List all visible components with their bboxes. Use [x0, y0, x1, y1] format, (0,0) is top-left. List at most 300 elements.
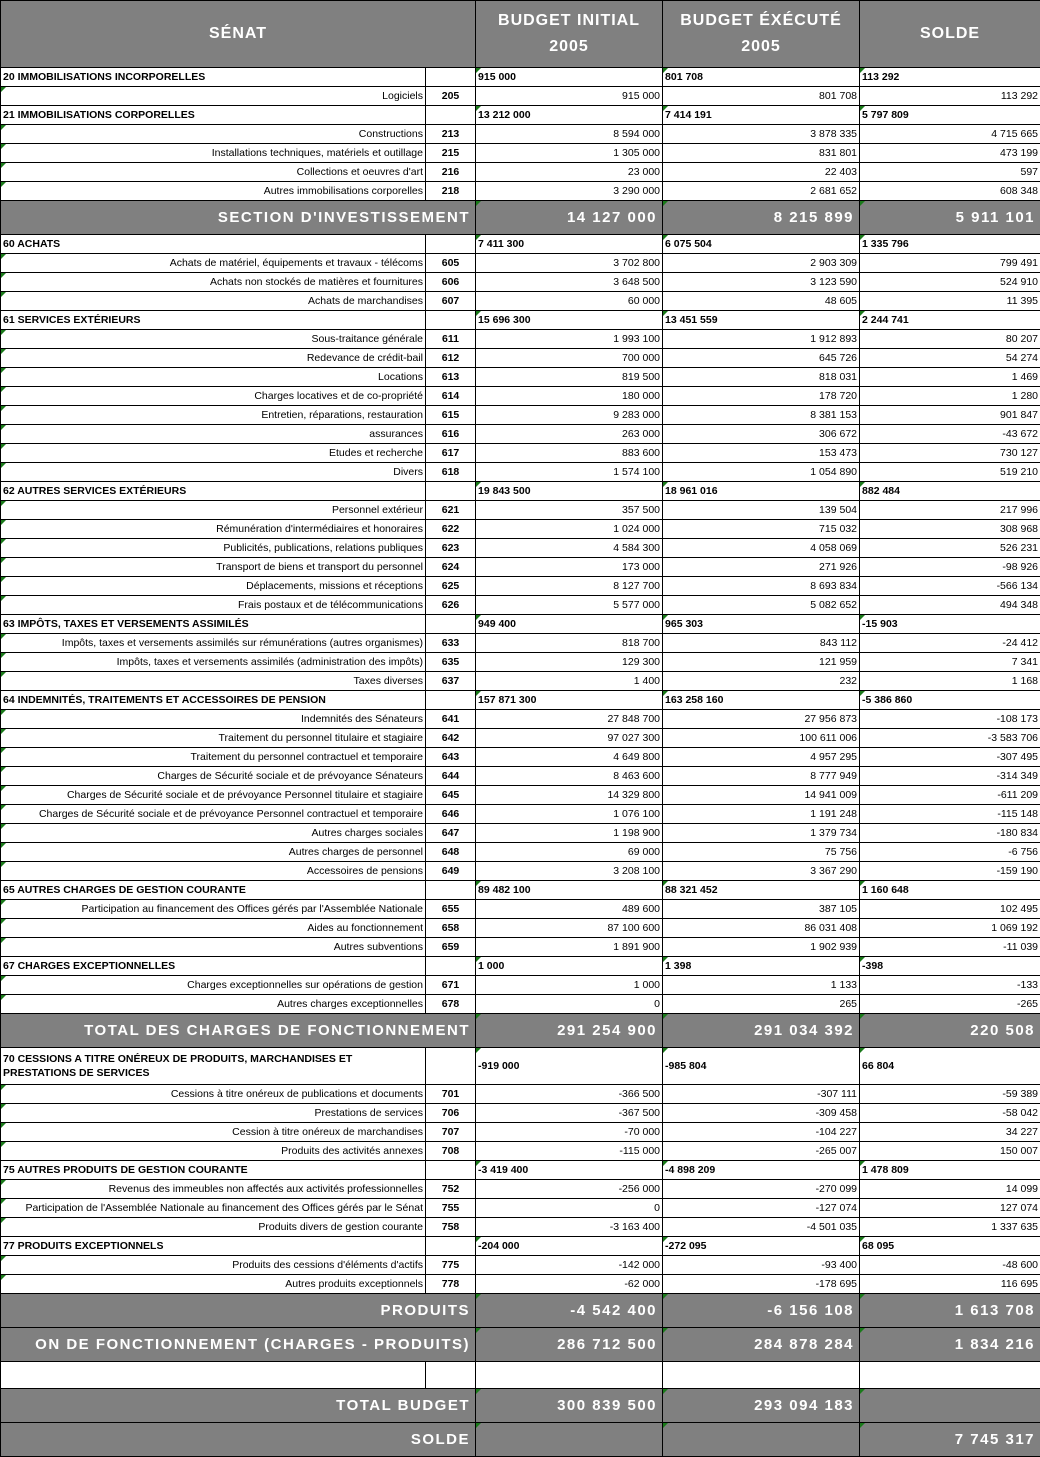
- row-label: Traitement du personnel titulaire et stagiaire: [1, 729, 426, 748]
- budget-executed-value: 153 473: [663, 444, 860, 463]
- balance-value: 494 348: [860, 596, 1040, 615]
- account-code: 613: [426, 368, 476, 387]
- budget-initial-value: 3 702 800: [476, 254, 663, 273]
- balance-value: 34 227: [860, 1123, 1040, 1142]
- budget-initial-value: 8 594 000: [476, 125, 663, 144]
- table-row: [1, 805, 1040, 824]
- table-row: [1, 1218, 1040, 1237]
- category-row: [1, 1161, 1040, 1180]
- balance-value: -43 672: [860, 425, 1040, 444]
- category-row: [1, 1237, 1040, 1256]
- table-row: [1, 292, 1040, 311]
- budget-executed-value: 100 611 006: [663, 729, 860, 748]
- table-row: [1, 634, 1040, 653]
- budget-initial-value: 9 283 000: [476, 406, 663, 425]
- row-label: Autres charges de personnel: [1, 843, 426, 862]
- row-label: Locations: [1, 368, 426, 387]
- budget-executed-value: -307 111: [663, 1085, 860, 1104]
- balance-value: 1 280: [860, 387, 1040, 406]
- budget-executed-value: 818 031: [663, 368, 860, 387]
- table-row: [1, 87, 1040, 106]
- row-label: Charges de Sécurité sociale et de prévoyance Personnel titulaire et stagiaire: [1, 786, 426, 805]
- budget-initial-value: -367 500: [476, 1104, 663, 1123]
- total-row: [1, 1014, 1040, 1048]
- account-code: 218: [426, 182, 476, 201]
- header-balance: SOLDE: [860, 1, 1040, 68]
- category-label: 62 AUTRES SERVICES EXTÉRIEURS: [1, 482, 426, 501]
- total-label: TOTAL BUDGET: [1, 1389, 476, 1423]
- budget-initial-value: 1 000: [476, 957, 663, 976]
- account-code: 621: [426, 501, 476, 520]
- budget-initial-value: -204 000: [476, 1237, 663, 1256]
- balance-value: 14 099: [860, 1180, 1040, 1199]
- balance-value: 127 074: [860, 1199, 1040, 1218]
- balance-value: -48 600: [860, 1256, 1040, 1275]
- total-label: SECTION D'INVESTISSEMENT: [1, 201, 476, 235]
- budget-initial-value: 291 254 900: [476, 1014, 663, 1048]
- budget-initial-value: 4 649 800: [476, 748, 663, 767]
- budget-executed-value: 265: [663, 995, 860, 1014]
- budget-executed-value: 4 957 295: [663, 748, 860, 767]
- balance-value: -314 349: [860, 767, 1040, 786]
- account-code: 643: [426, 748, 476, 767]
- account-code: 645: [426, 786, 476, 805]
- table-row: [1, 843, 1040, 862]
- table-row: [1, 144, 1040, 163]
- balance-value: 113 292: [860, 68, 1040, 87]
- budget-initial-value: 3 648 500: [476, 273, 663, 292]
- table-row: [1, 729, 1040, 748]
- row-label: Impôts, taxes et versements assimilés sur rémunérations (autres organismes): [1, 634, 426, 653]
- total-row: [1, 1389, 1040, 1423]
- budget-executed-value: -4 501 035: [663, 1218, 860, 1237]
- budget-executed-value: 1 133: [663, 976, 860, 995]
- account-code: 707: [426, 1123, 476, 1142]
- balance-value: -265: [860, 995, 1040, 1014]
- row-label: Autres charges sociales: [1, 824, 426, 843]
- table-row: [1, 577, 1040, 596]
- row-label: Autres immobilisations corporelles: [1, 182, 426, 201]
- table-row: [1, 653, 1040, 672]
- budget-executed-value: 14 941 009: [663, 786, 860, 805]
- budget-executed-value: 8 693 834: [663, 577, 860, 596]
- row-label: Charges locatives et de co-propriété: [1, 387, 426, 406]
- budget-executed-value: 8 777 949: [663, 767, 860, 786]
- budget-initial-value: 97 027 300: [476, 729, 663, 748]
- balance-value: 1 069 192: [860, 919, 1040, 938]
- budget-initial-value: 14 329 800: [476, 786, 663, 805]
- budget-executed-value: 1 912 893: [663, 330, 860, 349]
- budget-executed-value: 3 123 590: [663, 273, 860, 292]
- budget-initial-value: 1 305 000: [476, 144, 663, 163]
- balance-value: 1 335 796: [860, 235, 1040, 254]
- account-code: 655: [426, 900, 476, 919]
- balance-value: 1 834 216: [860, 1328, 1040, 1362]
- budget-initial-value: [476, 1362, 663, 1389]
- table-row: [1, 349, 1040, 368]
- table-row: [1, 1275, 1040, 1294]
- table-row: [1, 425, 1040, 444]
- row-label: Achats de matériel, équipements et travaux - télécoms: [1, 254, 426, 273]
- row-label: Redevance de crédit-bail: [1, 349, 426, 368]
- budget-executed-value: 86 031 408: [663, 919, 860, 938]
- balance-value: 1 613 708: [860, 1294, 1040, 1328]
- budget-initial-value: 157 871 300: [476, 691, 663, 710]
- budget-executed-value: 645 726: [663, 349, 860, 368]
- account-code: 605: [426, 254, 476, 273]
- account-code: 755: [426, 1199, 476, 1218]
- account-code: 623: [426, 539, 476, 558]
- budget-initial-value: 87 100 600: [476, 919, 663, 938]
- table-row: [1, 596, 1040, 615]
- balance-value: 113 292: [860, 87, 1040, 106]
- table-row: [1, 520, 1040, 539]
- balance-value: 608 348: [860, 182, 1040, 201]
- balance-value: -566 134: [860, 577, 1040, 596]
- category-row: [1, 235, 1040, 254]
- budget-initial-value: 1 198 900: [476, 824, 663, 843]
- budget-initial-value: 1 993 100: [476, 330, 663, 349]
- table-row: [1, 824, 1040, 843]
- budget-initial-value: 8 463 600: [476, 767, 663, 786]
- category-label: 70 CESSIONS A TITRE ONÉREUX DE PRODUITS, MARCHANDISES ET PRESTATIONS DE SERVICES: [1, 1048, 426, 1085]
- category-label: 21 IMMOBILISATIONS CORPORELLES: [1, 106, 426, 125]
- table-row: [1, 387, 1040, 406]
- budget-executed-value: 163 258 160: [663, 691, 860, 710]
- table-row: [1, 1104, 1040, 1123]
- budget-initial-value: -4 542 400: [476, 1294, 663, 1328]
- balance-value: -58 042: [860, 1104, 1040, 1123]
- budget-executed-value: [663, 1362, 860, 1389]
- budget-executed-value: 387 105: [663, 900, 860, 919]
- table-row: [1, 995, 1040, 1014]
- budget-initial-value: -3 419 400: [476, 1161, 663, 1180]
- budget-initial-value: 3 208 100: [476, 862, 663, 881]
- budget-executed-value: 306 672: [663, 425, 860, 444]
- row-label: Aides au fonctionnement: [1, 919, 426, 938]
- balance-value: 1 469: [860, 368, 1040, 387]
- account-code: [426, 68, 476, 87]
- row-label: Prestations de services: [1, 1104, 426, 1123]
- budget-executed-value: -6 156 108: [663, 1294, 860, 1328]
- budget-initial-value: 286 712 500: [476, 1328, 663, 1362]
- category-row: [1, 957, 1040, 976]
- account-code: 678: [426, 995, 476, 1014]
- budget-initial-value: [476, 1423, 663, 1457]
- budget-executed-value: 293 094 183: [663, 1389, 860, 1423]
- table-row: [1, 539, 1040, 558]
- account-code: [426, 957, 476, 976]
- budget-executed-value: -985 804: [663, 1048, 860, 1085]
- balance-value: 1 337 635: [860, 1218, 1040, 1237]
- budget-initial-value: 1 024 000: [476, 520, 663, 539]
- budget-initial-value: 0: [476, 995, 663, 1014]
- table-row: [1, 1123, 1040, 1142]
- category-label: 77 PRODUITS EXCEPTIONNELS: [1, 1237, 426, 1256]
- balance-value: 799 491: [860, 254, 1040, 273]
- total-label: TOTAL DES CHARGES DE FONCTIONNEMENT: [1, 1014, 476, 1048]
- table-row: [1, 1180, 1040, 1199]
- budget-executed-value: 1 191 248: [663, 805, 860, 824]
- account-code: 622: [426, 520, 476, 539]
- account-code: 647: [426, 824, 476, 843]
- header-budget-initial: BUDGET INITIAL 2005: [476, 1, 663, 68]
- account-code: 701: [426, 1085, 476, 1104]
- category-label: 63 IMPÔTS, TAXES ET VERSEMENTS ASSIMILÉS: [1, 615, 426, 634]
- account-code: 633: [426, 634, 476, 653]
- category-label: 60 ACHATS: [1, 235, 426, 254]
- account-code: [426, 1161, 476, 1180]
- total-label: ON DE FONCTIONNEMENT (CHARGES - PRODUITS): [1, 1328, 476, 1362]
- table-row: [1, 1256, 1040, 1275]
- budget-initial-value: 60 000: [476, 292, 663, 311]
- account-code: 215: [426, 144, 476, 163]
- balance-value: 730 127: [860, 444, 1040, 463]
- budget-initial-value: -366 500: [476, 1085, 663, 1104]
- balance-value: -133: [860, 976, 1040, 995]
- budget-executed-value: -270 099: [663, 1180, 860, 1199]
- account-code: 778: [426, 1275, 476, 1294]
- table-row: [1, 1085, 1040, 1104]
- budget-executed-value: -272 095: [663, 1237, 860, 1256]
- row-label: Transport de biens et transport du personnel: [1, 558, 426, 577]
- empty-cell: [426, 1362, 476, 1389]
- total-row: [1, 201, 1040, 235]
- budget-executed-value: 831 801: [663, 144, 860, 163]
- account-code: 637: [426, 672, 476, 691]
- header-row: [1, 1, 1040, 68]
- balance-value: -159 190: [860, 862, 1040, 881]
- budget-initial-value: 27 848 700: [476, 710, 663, 729]
- balance-value: 150 007: [860, 1142, 1040, 1161]
- account-code: [426, 615, 476, 634]
- row-label: Personnel extérieur: [1, 501, 426, 520]
- balance-value: 4 715 665: [860, 125, 1040, 144]
- balance-value: 11 395: [860, 292, 1040, 311]
- row-label: Logiciels: [1, 87, 426, 106]
- budget-initial-value: 915 000: [476, 68, 663, 87]
- account-code: 614: [426, 387, 476, 406]
- header-budget-executed: BUDGET ÉXÉCUTÉ 2005: [663, 1, 860, 68]
- balance-value: 66 804: [860, 1048, 1040, 1085]
- budget-initial-value: 7 411 300: [476, 235, 663, 254]
- balance-value: -15 903: [860, 615, 1040, 634]
- budget-initial-value: 69 000: [476, 843, 663, 862]
- budget-initial-value: -115 000: [476, 1142, 663, 1161]
- total-row: [1, 1294, 1040, 1328]
- budget-executed-value: 1 902 939: [663, 938, 860, 957]
- budget-executed-value: 121 959: [663, 653, 860, 672]
- budget-executed-value: -93 400: [663, 1256, 860, 1275]
- budget-initial-value: 883 600: [476, 444, 663, 463]
- empty-cell: [1, 1362, 426, 1389]
- category-label: 64 INDEMNITÉS, TRAITEMENTS ET ACCESSOIRES DE PENSION: [1, 691, 426, 710]
- budget-executed-value: -178 695: [663, 1275, 860, 1294]
- budget-initial-value: 949 400: [476, 615, 663, 634]
- budget-initial-value: -62 000: [476, 1275, 663, 1294]
- account-code: 606: [426, 273, 476, 292]
- row-label: Charges de Sécurité sociale et de prévoyance Personnel contractuel et temporaire: [1, 805, 426, 824]
- budget-executed-value: 18 961 016: [663, 482, 860, 501]
- account-code: 644: [426, 767, 476, 786]
- account-code: 635: [426, 653, 476, 672]
- account-code: 213: [426, 125, 476, 144]
- row-label: Traitement du personnel contractuel et temporaire: [1, 748, 426, 767]
- table-row: [1, 406, 1040, 425]
- balance-value: 220 508: [860, 1014, 1040, 1048]
- table-row: [1, 862, 1040, 881]
- budget-initial-value: -256 000: [476, 1180, 663, 1199]
- budget-executed-value: -104 227: [663, 1123, 860, 1142]
- balance-value: -6 756: [860, 843, 1040, 862]
- balance-value: -98 926: [860, 558, 1040, 577]
- account-code: 615: [426, 406, 476, 425]
- balance-value: 7 341: [860, 653, 1040, 672]
- row-label: Cession à titre onéreux de marchandises: [1, 1123, 426, 1142]
- account-code: [426, 106, 476, 125]
- budget-executed-value: 1 398: [663, 957, 860, 976]
- budget-initial-value: 173 000: [476, 558, 663, 577]
- balance-value: 526 231: [860, 539, 1040, 558]
- row-label: Installations techniques, matériels et outillage: [1, 144, 426, 163]
- table-row: [1, 1199, 1040, 1218]
- balance-value: -108 173: [860, 710, 1040, 729]
- account-code: 617: [426, 444, 476, 463]
- account-code: 775: [426, 1256, 476, 1275]
- category-row: [1, 68, 1040, 87]
- balance-value: -59 389: [860, 1085, 1040, 1104]
- balance-value: 80 207: [860, 330, 1040, 349]
- table-row: [1, 368, 1040, 387]
- account-code: 641: [426, 710, 476, 729]
- budget-executed-value: 13 451 559: [663, 311, 860, 330]
- row-label: Produits divers de gestion courante: [1, 1218, 426, 1237]
- budget-executed-value: 4 058 069: [663, 539, 860, 558]
- row-label: Divers: [1, 463, 426, 482]
- table-row: [1, 273, 1040, 292]
- row-label: Charges exceptionnelles sur opérations de gestion: [1, 976, 426, 995]
- account-code: 625: [426, 577, 476, 596]
- balance-value: [860, 1362, 1040, 1389]
- row-label: Autres produits exceptionnels: [1, 1275, 426, 1294]
- budget-initial-value: 23 000: [476, 163, 663, 182]
- budget-executed-value: 2 681 652: [663, 182, 860, 201]
- balance-value: -307 495: [860, 748, 1040, 767]
- budget-initial-value: 818 700: [476, 634, 663, 653]
- balance-value: 7 745 317: [860, 1423, 1040, 1457]
- account-code: 659: [426, 938, 476, 957]
- account-code: 658: [426, 919, 476, 938]
- budget-executed-value: 3 367 290: [663, 862, 860, 881]
- category-label: 20 IMMOBILISATIONS INCORPORELLES: [1, 68, 426, 87]
- account-code: 626: [426, 596, 476, 615]
- row-label: Constructions: [1, 125, 426, 144]
- budget-executed-value: [663, 1423, 860, 1457]
- account-code: [426, 235, 476, 254]
- budget-initial-value: 1 400: [476, 672, 663, 691]
- table-row: [1, 254, 1040, 273]
- budget-executed-value: 27 956 873: [663, 710, 860, 729]
- balance-value: 473 199: [860, 144, 1040, 163]
- balance-value: -5 386 860: [860, 691, 1040, 710]
- budget-executed-value: 1 054 890: [663, 463, 860, 482]
- budget-initial-value: -70 000: [476, 1123, 663, 1142]
- row-label: Cessions à titre onéreux de publications et documents: [1, 1085, 426, 1104]
- budget-initial-value: -919 000: [476, 1048, 663, 1085]
- row-label: Frais postaux et de télécommunications: [1, 596, 426, 615]
- budget-initial-value: 13 212 000: [476, 106, 663, 125]
- budget-executed-value: 8 215 899: [663, 201, 860, 235]
- balance-value: -398: [860, 957, 1040, 976]
- balance-value: 2 244 741: [860, 311, 1040, 330]
- balance-value: -115 148: [860, 805, 1040, 824]
- budget-initial-value: 489 600: [476, 900, 663, 919]
- account-code: 205: [426, 87, 476, 106]
- account-code: [426, 482, 476, 501]
- total-label: SOLDE: [1, 1423, 476, 1457]
- table-row: [1, 1142, 1040, 1161]
- budget-initial-value: 1 891 900: [476, 938, 663, 957]
- budget-initial-value: 819 500: [476, 368, 663, 387]
- balance-value: -611 209: [860, 786, 1040, 805]
- budget-executed-value: 7 414 191: [663, 106, 860, 125]
- budget-initial-value: 0: [476, 1199, 663, 1218]
- category-label: 61 SERVICES EXTÉRIEURS: [1, 311, 426, 330]
- row-label: assurances: [1, 425, 426, 444]
- row-label: Participation de l'Assemblée Nationale au financement des Offices gérés par le Sénat: [1, 1199, 426, 1218]
- balance-value: 1 478 809: [860, 1161, 1040, 1180]
- category-row: [1, 106, 1040, 125]
- account-code: 612: [426, 349, 476, 368]
- table-row: [1, 163, 1040, 182]
- account-code: 642: [426, 729, 476, 748]
- category-row: [1, 615, 1040, 634]
- table-row: [1, 938, 1040, 957]
- category-label: 65 AUTRES CHARGES DE GESTION COURANTE: [1, 881, 426, 900]
- account-code: 624: [426, 558, 476, 577]
- account-code: 758: [426, 1218, 476, 1237]
- table-row: [1, 976, 1040, 995]
- balance-value: 519 210: [860, 463, 1040, 482]
- balance-value: 5 797 809: [860, 106, 1040, 125]
- row-label: Indemnités des Sénateurs: [1, 710, 426, 729]
- account-code: [426, 691, 476, 710]
- account-code: 752: [426, 1180, 476, 1199]
- budget-initial-value: 19 843 500: [476, 482, 663, 501]
- table-row: [1, 463, 1040, 482]
- table-row: [1, 182, 1040, 201]
- budget-executed-value: 178 720: [663, 387, 860, 406]
- balance-value: [860, 1389, 1040, 1423]
- row-label: Produits des activités annexes: [1, 1142, 426, 1161]
- row-label: Participation au financement des Offices gérés par l'Assemblée Nationale: [1, 900, 426, 919]
- account-code: 607: [426, 292, 476, 311]
- budget-initial-value: 89 482 100: [476, 881, 663, 900]
- account-code: 216: [426, 163, 476, 182]
- balance-value: 1 160 648: [860, 881, 1040, 900]
- total-row: [1, 1423, 1040, 1457]
- budget-executed-value: 843 112: [663, 634, 860, 653]
- table-row: [1, 767, 1040, 786]
- row-label: Revenus des immeubles non affectés aux activités professionnelles: [1, 1180, 426, 1199]
- account-code: 706: [426, 1104, 476, 1123]
- budget-executed-value: 88 321 452: [663, 881, 860, 900]
- table-row: [1, 672, 1040, 691]
- account-code: 649: [426, 862, 476, 881]
- budget-executed-value: 48 605: [663, 292, 860, 311]
- budget-initial-value: 8 127 700: [476, 577, 663, 596]
- category-row: [1, 691, 1040, 710]
